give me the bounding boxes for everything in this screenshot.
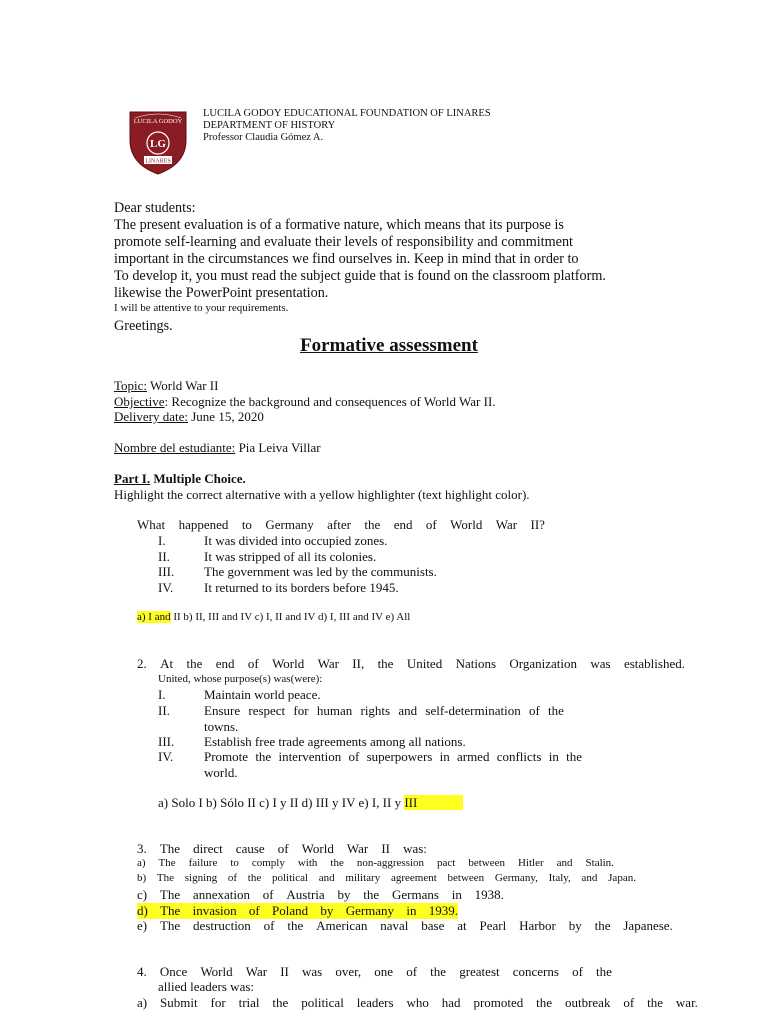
word: Stalin. <box>585 857 614 869</box>
student-value: Pia Leiva Villar <box>235 440 321 455</box>
word: World <box>200 964 233 979</box>
q1-option: IV. It returned to its borders before 1945. <box>158 579 399 595</box>
word: World <box>301 841 334 856</box>
letterhead <box>203 108 491 144</box>
word: Japanese. <box>623 918 673 933</box>
word: the <box>647 995 663 1010</box>
logo-text-bottom: LINARES <box>145 158 171 165</box>
word: the <box>255 749 272 764</box>
word: and <box>556 857 573 869</box>
word: 3. <box>137 841 147 856</box>
logo-monogram: LG <box>150 138 166 150</box>
word: 2. <box>137 656 147 671</box>
q2-answer-rest: a) Solo I b) Sólo II c) I y II d) III y IV e) I, II y <box>158 795 405 810</box>
word: the <box>330 857 344 869</box>
part1-title: Multiple Choice. <box>150 471 246 486</box>
word: in <box>451 887 462 902</box>
word: e) <box>137 918 148 933</box>
word: the <box>186 656 203 671</box>
delivery-value: June 15, 2020 <box>188 409 264 424</box>
greetings: Greetings. <box>114 318 173 334</box>
word: was <box>301 964 323 979</box>
q1-answer <box>137 611 410 623</box>
word: the <box>272 995 289 1010</box>
q2-answer-highlight: III <box>404 795 463 810</box>
word: end <box>215 656 235 671</box>
word: rights <box>360 703 391 718</box>
word: the <box>548 703 564 718</box>
word: The <box>159 887 181 902</box>
word: War <box>346 841 369 856</box>
word: by <box>568 918 582 933</box>
word: the <box>430 964 447 979</box>
word: Germans <box>391 887 439 902</box>
word: direct <box>193 841 223 856</box>
word: to <box>241 517 252 532</box>
word: Nations <box>455 656 497 671</box>
word: Ensure <box>204 703 241 718</box>
word: had <box>441 995 461 1010</box>
q2-answer <box>158 795 463 811</box>
word: At <box>160 656 174 671</box>
school-logo <box>126 106 190 176</box>
q3-stem <box>137 841 427 857</box>
word: political <box>271 872 309 884</box>
word: promoted <box>473 995 524 1010</box>
word: Organization <box>509 656 578 671</box>
word: annexation <box>192 887 250 902</box>
word: of <box>348 749 360 764</box>
intro-line: important in the circumstances we find ourselves in. Keep in mind that in order to <box>114 251 579 267</box>
intro-line: likewise the PowerPoint presentation. <box>114 285 329 301</box>
word: The <box>160 903 181 918</box>
q1-option: II. It was stripped of all its colonies. <box>158 548 377 564</box>
word: of <box>425 517 437 532</box>
word: self-determination <box>425 703 521 718</box>
word: and <box>581 872 598 884</box>
word: the <box>594 918 611 933</box>
objective-value: : Recognize the background and consequences of World War II. <box>164 394 496 409</box>
word: World <box>272 656 305 671</box>
foundation-name: LUCILA GODOY EDUCATIONAL FOUNDATION OF LINARES <box>203 108 491 119</box>
word: 4. <box>137 964 147 979</box>
word: end <box>393 517 413 532</box>
word: of <box>277 841 289 856</box>
q4-stem <box>137 964 612 980</box>
q1-answer-highlight: a) I and <box>137 611 171 623</box>
word: in <box>406 903 417 918</box>
word: to <box>230 857 239 869</box>
topic-line <box>114 378 218 394</box>
word: Pearl <box>479 918 507 933</box>
word: II, <box>352 656 365 671</box>
word: War <box>245 964 268 979</box>
word: political <box>301 995 344 1010</box>
word: for <box>210 995 226 1010</box>
word: of <box>406 964 418 979</box>
q3-option-a <box>137 857 614 869</box>
word: and <box>398 703 418 718</box>
word: signing <box>184 872 218 884</box>
word: trial <box>238 995 260 1010</box>
q4-sub: allied leaders was: <box>158 979 255 994</box>
word: concerns <box>512 964 559 979</box>
word: pact <box>437 857 456 869</box>
word: invasion <box>192 903 237 918</box>
word: in <box>548 749 559 764</box>
word: 1939. <box>428 903 458 918</box>
word: war. <box>675 995 698 1010</box>
word: between <box>468 857 505 869</box>
q1-option: I. It was divided into occupied zones. <box>158 533 388 548</box>
word: Japan. <box>608 872 636 884</box>
q4-option-a <box>137 995 698 1011</box>
word: and <box>318 872 335 884</box>
word: greatest <box>459 964 500 979</box>
word: American <box>316 918 368 933</box>
logo-text-top: LUCILA GODOY <box>133 118 183 125</box>
word: II? <box>530 517 545 532</box>
word: Germany, <box>494 872 538 884</box>
word: the <box>536 995 553 1010</box>
objective-label: Objective <box>114 394 165 409</box>
word: one <box>374 964 394 979</box>
word: Once <box>159 964 188 979</box>
word: was: <box>403 841 427 856</box>
word: a) <box>137 857 146 869</box>
word: II <box>381 841 390 856</box>
word: c) <box>137 887 148 902</box>
word: respect <box>248 703 286 718</box>
word: for <box>293 703 309 718</box>
word: World <box>450 517 483 532</box>
word: of <box>262 887 274 902</box>
q2-option: II. Ensure respect for human rights and self-determination of the towns. <box>158 703 564 734</box>
part1-heading <box>114 471 246 487</box>
word: The <box>159 841 181 856</box>
word: after <box>327 517 351 532</box>
word: Promote <box>204 749 249 764</box>
q1-stem <box>137 517 545 533</box>
word: destruction <box>193 918 251 933</box>
q2-option: IV. Promote the intervention of superpowers in armed conflicts in the world. <box>158 749 582 780</box>
word: What <box>137 517 166 532</box>
q3-option-e <box>137 918 673 934</box>
word: The <box>158 857 176 869</box>
intro-letter <box>114 200 606 302</box>
word: of <box>572 964 583 979</box>
word: II <box>280 964 289 979</box>
word: in <box>439 749 450 764</box>
word: War <box>317 656 339 671</box>
intro-line: Dear students: <box>114 200 196 216</box>
department-name: DEPARTMENT OF HISTORY <box>203 120 336 131</box>
word: comply <box>251 857 285 869</box>
q3-option-c <box>137 887 504 903</box>
word: failure <box>188 857 218 869</box>
word: the <box>247 872 262 884</box>
student-line <box>114 440 321 456</box>
word: of <box>528 703 540 718</box>
word: War <box>495 517 518 532</box>
word: intervention <box>278 749 342 764</box>
word: the <box>364 517 381 532</box>
q1-options <box>158 533 437 595</box>
word: of <box>247 656 259 671</box>
word: who <box>406 995 429 1010</box>
word: United <box>406 656 443 671</box>
word: Austria <box>286 887 325 902</box>
word: Harbor <box>519 918 556 933</box>
word: non-aggression <box>356 857 425 869</box>
delivery-label: Delivery date: <box>114 409 188 424</box>
part1-instruction: Highlight the correct alternative with a yellow highlighter (text highlight color). <box>114 487 530 502</box>
word: d) <box>137 903 148 918</box>
word: Poland <box>272 903 309 918</box>
word: Germany <box>265 517 314 532</box>
word: between <box>447 872 485 884</box>
word: human <box>316 703 353 718</box>
word: the <box>596 964 612 979</box>
word: outbreak <box>564 995 611 1010</box>
word: the <box>566 749 582 764</box>
word: by <box>320 903 334 918</box>
word: superpowers <box>366 749 433 764</box>
q1-option: III. The government was led by the communists. <box>158 564 437 579</box>
q3-option-b <box>137 872 636 884</box>
word: of <box>623 995 635 1010</box>
word: of <box>227 872 238 884</box>
word: the <box>287 918 304 933</box>
q1-answer-rest: II b) II, III and IV c) I, II and IV d) I, III and IV e) All <box>170 611 411 623</box>
word: of <box>263 918 275 933</box>
attentive-note: I will be attentive to your requirements. <box>114 302 289 314</box>
word: military <box>345 872 381 884</box>
word: Submit <box>160 995 198 1010</box>
intro-line: The present evaluation is of a formative nature, which means that its purpose is <box>114 217 564 233</box>
page-title: Formative assessment <box>300 335 478 356</box>
professor-name: Professor Claudia Gómez A. <box>203 132 324 143</box>
word: Hitler <box>517 857 544 869</box>
topic-label: Topic: <box>114 378 148 393</box>
student-label: Nombre del estudiante: <box>114 440 236 455</box>
q2-option: III. Establish free trade agreements among all nations. <box>158 734 466 749</box>
word: conflicts <box>496 749 542 764</box>
word: 1938. <box>474 887 504 902</box>
part1-label: Part I. <box>114 471 151 486</box>
word: the <box>377 656 394 671</box>
word: The <box>156 872 175 884</box>
word: Germany <box>345 903 395 918</box>
word: by <box>337 887 351 902</box>
word: happened <box>178 517 229 532</box>
word: agreement <box>390 872 437 884</box>
word: The <box>159 918 181 933</box>
word: armed <box>456 749 490 764</box>
word: b) <box>137 872 147 884</box>
intro-line: To develop it, you must read the subject guide that is found on the classroom platform. <box>114 268 606 284</box>
objective-line <box>114 394 496 410</box>
topic-value: World War II <box>147 378 219 393</box>
q2-sub: United, whose purpose(s) was(were): <box>158 673 323 685</box>
q2-stem <box>137 656 685 672</box>
word: with <box>297 857 318 869</box>
word: over, <box>335 964 362 979</box>
word: the <box>363 887 380 902</box>
word: cause <box>235 841 265 856</box>
word: naval <box>380 918 409 933</box>
q3-option-d <box>137 903 458 919</box>
q2-option: I. Maintain world peace. <box>158 687 321 702</box>
word: Italy, <box>548 872 571 884</box>
delivery-line <box>114 409 264 425</box>
word: a) <box>137 995 148 1010</box>
word: leaders <box>356 995 394 1010</box>
word: established. <box>623 656 685 671</box>
word: of <box>248 903 260 918</box>
word: at <box>457 918 467 933</box>
intro-line: promote self-learning and evaluate their levels of responsibility and commitment <box>114 234 573 250</box>
word: was <box>590 656 611 671</box>
word: base <box>421 918 445 933</box>
